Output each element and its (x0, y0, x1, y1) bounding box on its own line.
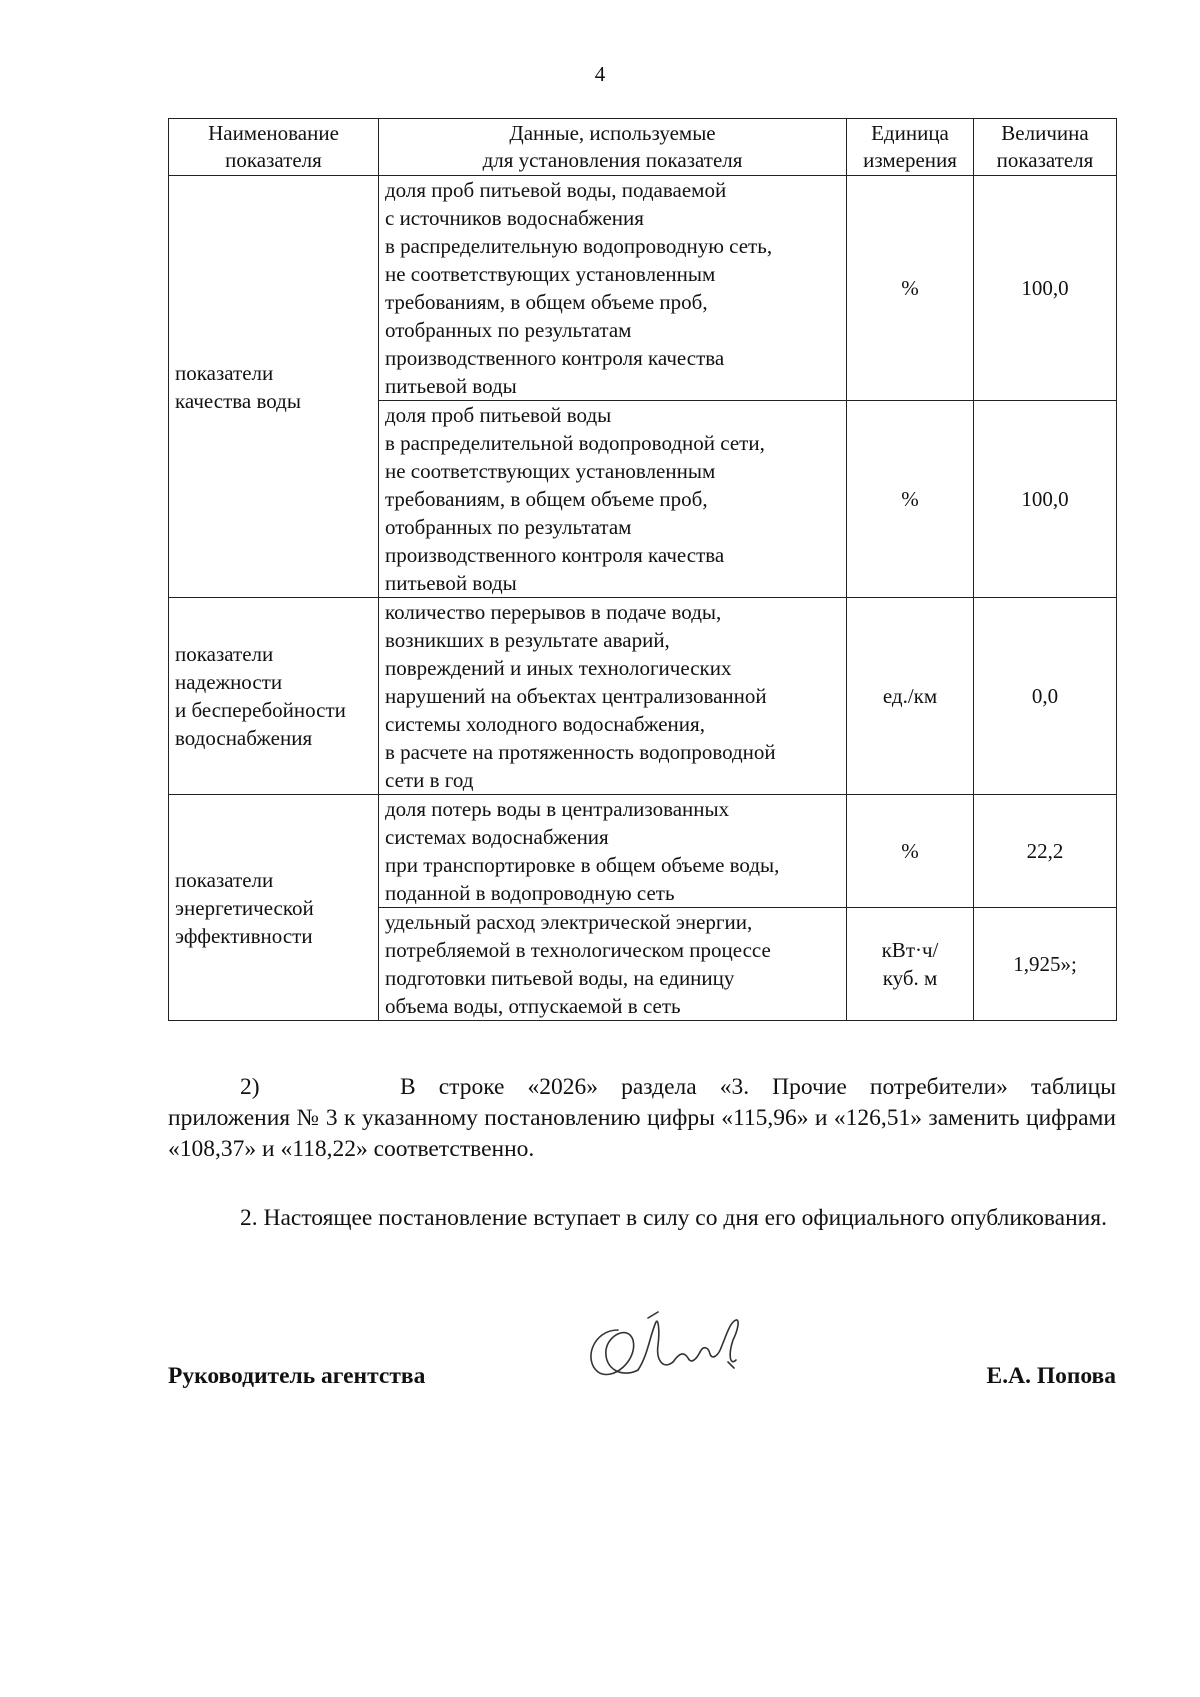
group-name-cell (169, 795, 379, 1021)
row-data-text: количество перерывов в подаче воды, возникших в результате аварий, повреждений и иных технологических нарушений на объектах централизованной системы холодного водоснабжения, в расчете на протяженность водопроводной сети в год (379, 598, 847, 795)
row-data-text: доля проб питьевой воды, подаваемой с источников водоснабжения в распределительную водопроводную сеть, не соответствующих установленным требованиям, в общем объеме проб, отобранных по результатам производственного контроля качества питьевой воды (379, 176, 847, 401)
clause-2-paragraph (168, 1203, 1116, 1234)
table-row (169, 795, 1117, 908)
group-name-cell (169, 598, 379, 795)
group-name-cell (169, 176, 379, 598)
page-number: 4 (594, 62, 606, 86)
signer-title: Руководитель агентства (168, 1363, 426, 1389)
table-row (169, 598, 1117, 795)
row-value: 100,0 (974, 176, 1117, 401)
signer-name: Е.А. Попова (986, 1363, 1116, 1389)
table-header-row (169, 119, 1117, 176)
row-value: 22,2 (974, 795, 1117, 908)
row-unit: % (847, 176, 974, 401)
group-name-water-quality: показатели качества воды (175, 360, 301, 413)
header-unit: Единица измерения (847, 119, 974, 176)
item-2-text: В строке «2026» раздела «3. Прочие потребители» таблицы приложения № 3 к указанному постановлению цифры «115,96» и «126,51» заменить цифрами «108,37» и «118,22» соответственно. (168, 1074, 1116, 1162)
row-unit: ед./км (847, 598, 974, 795)
header-data-used: Данные, используемые для установления показателя (379, 119, 847, 176)
clause-2-text: 2. Настоящее постановление вступает в силу со дня его официального опубликования. (240, 1205, 1107, 1231)
header-value: Величина показателя (974, 119, 1117, 176)
group-name-energy-efficiency: показатели энергетической эффективности (175, 867, 314, 948)
row-unit: % (847, 795, 974, 908)
signature-block (168, 1363, 1116, 1403)
row-value: 1,925»; (974, 908, 1117, 1021)
row-value: 0,0 (974, 598, 1117, 795)
row-data-text: доля проб питьевой воды в распределительной водопроводной сети, не соответствующих установленным требованиям, в общем объеме проб, отобранных по результатам производственного контроля качества питьевой воды (379, 401, 847, 598)
item-2-paragraph (168, 1072, 1116, 1165)
header-indicator-name: Наименование показателя (169, 119, 379, 176)
row-value: 100,0 (974, 401, 1117, 598)
row-unit: % (847, 401, 974, 598)
table-row (169, 176, 1117, 401)
group-name-reliability: показатели надежности и бесперебойности водоснабжения (175, 642, 346, 750)
indicators-table (168, 118, 1117, 1021)
item-2-number: 2) (240, 1074, 260, 1100)
row-unit: кВт·ч/ куб. м (847, 908, 974, 1021)
row-data-text: доля потерь воды в централизованных системах водоснабжения при транспортировке в общем объеме воды, поданной в водопроводную сеть (379, 795, 847, 908)
row-data-text: удельный расход электрической энергии, потребляемой в технологическом процессе подготовки питьевой воды, на единицу объема воды, отпускаемой в сеть (379, 908, 847, 1021)
